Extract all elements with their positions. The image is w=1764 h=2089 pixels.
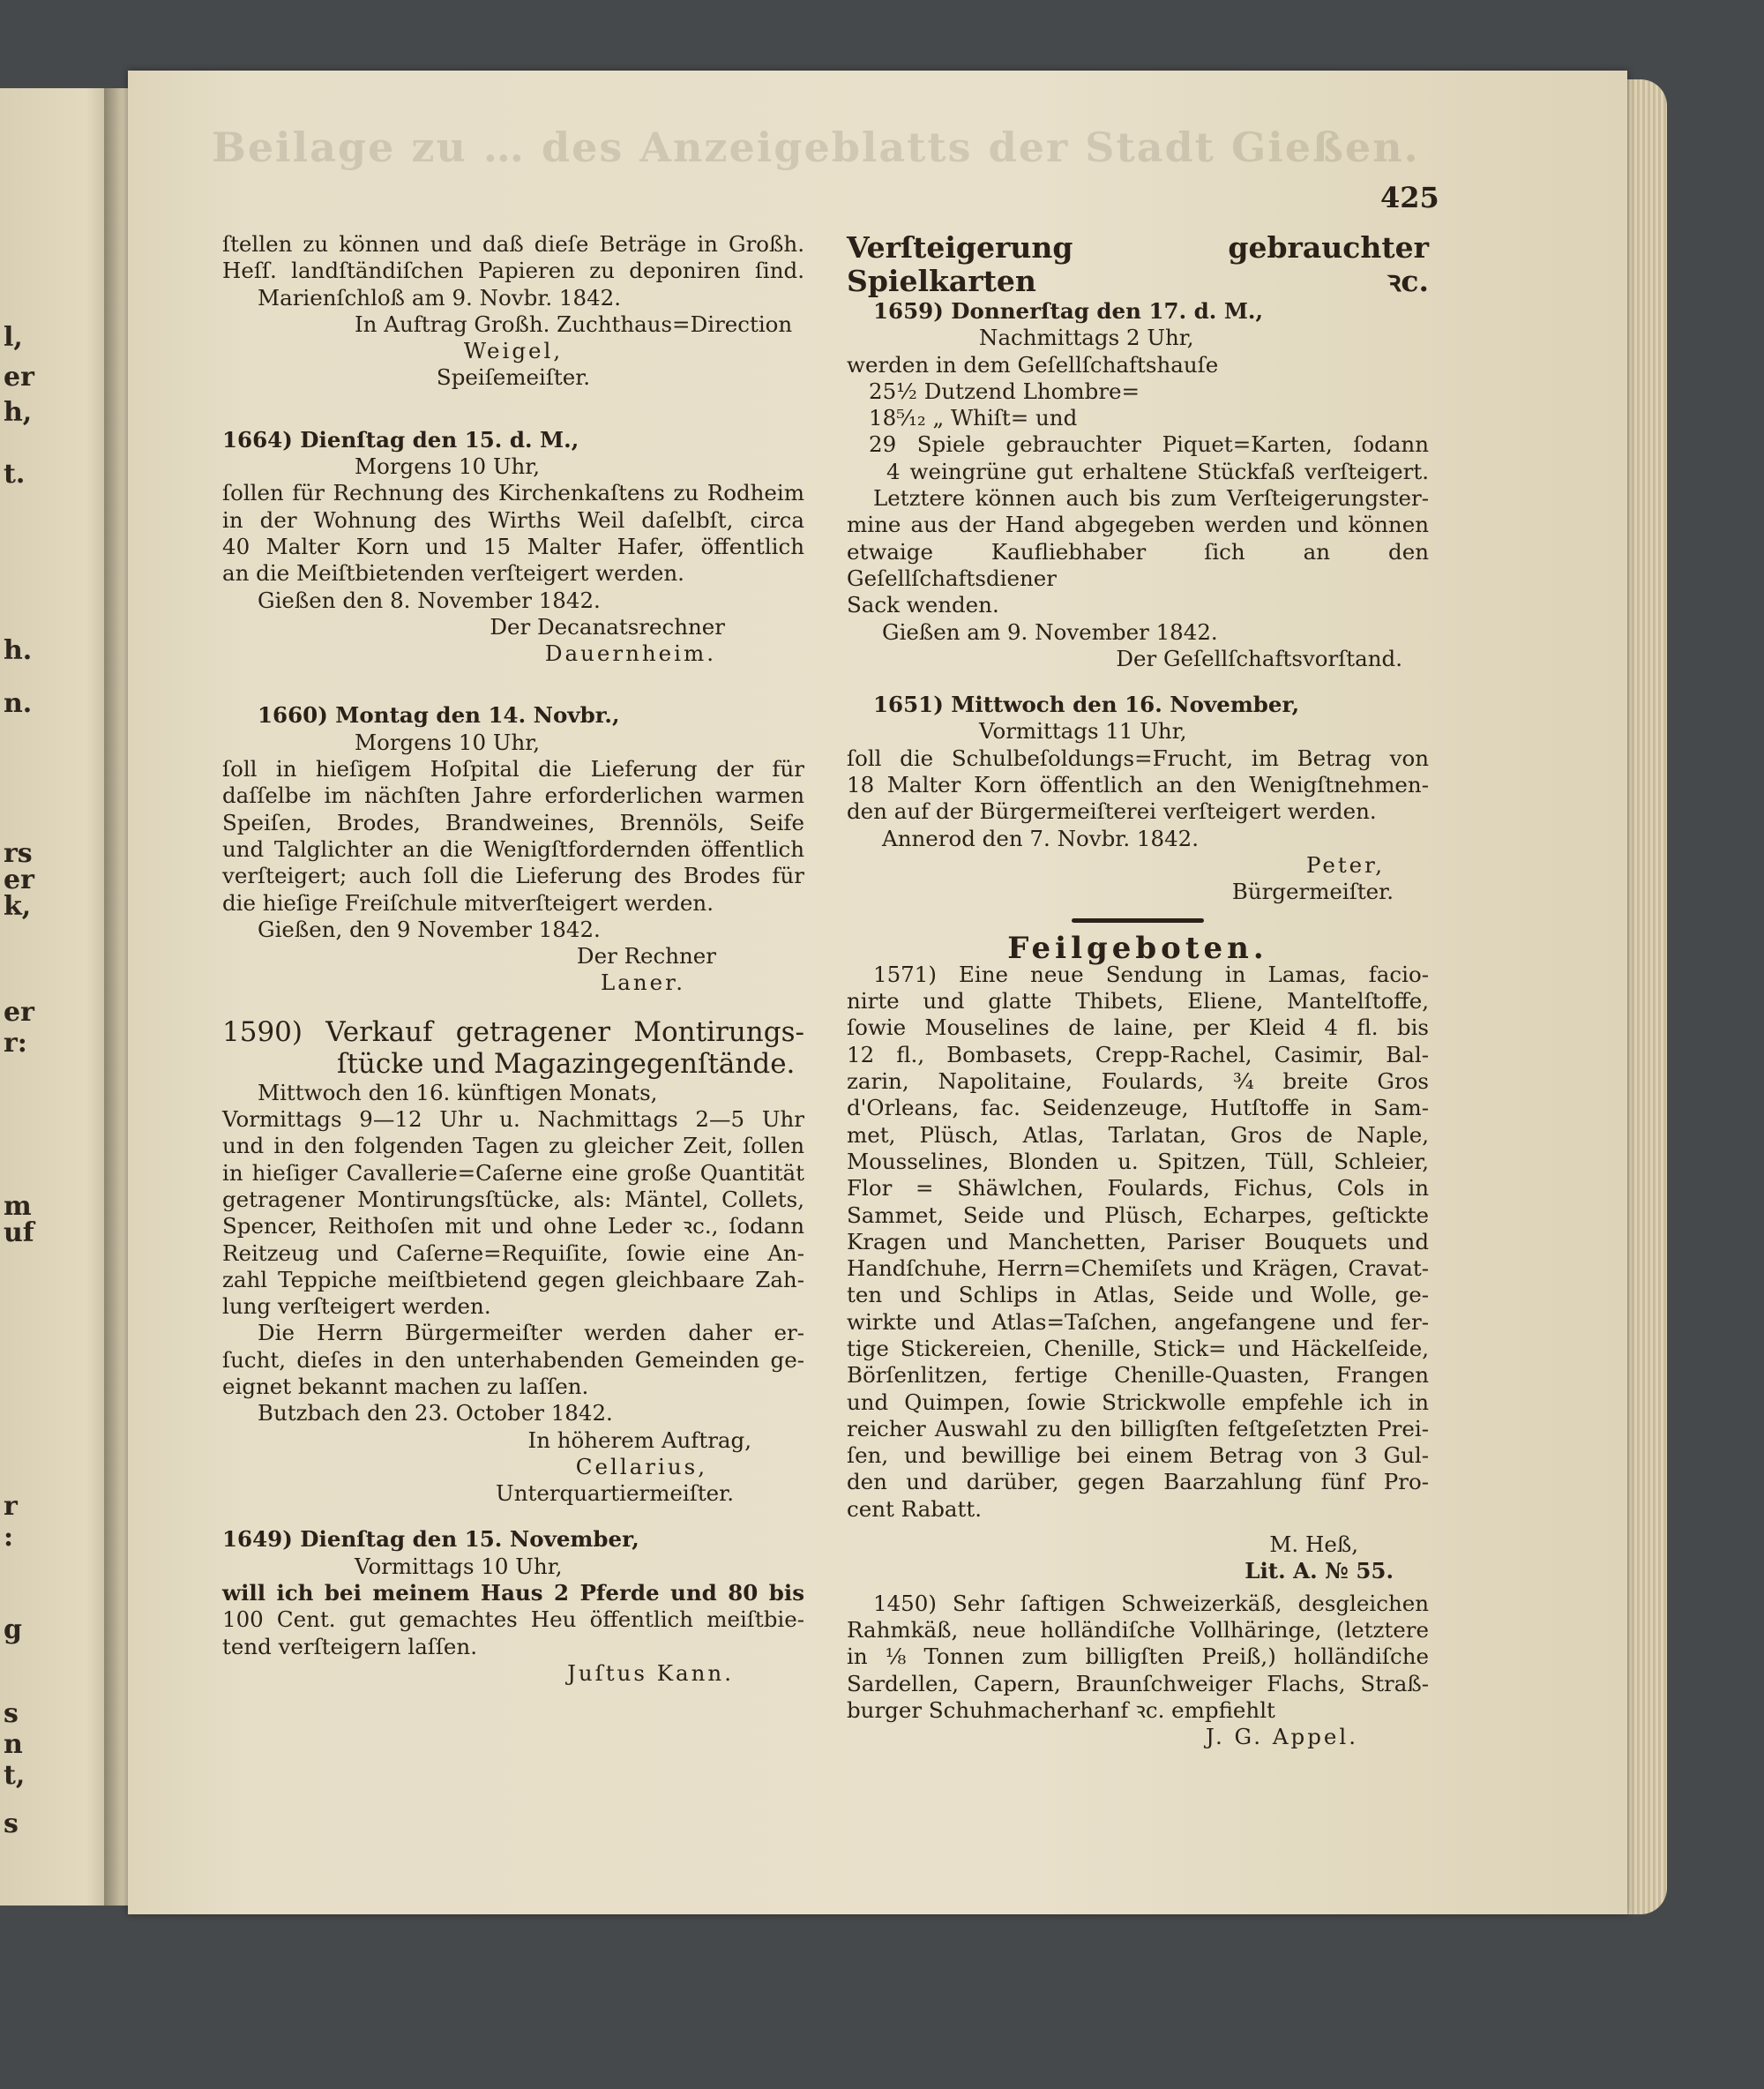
- margin-char: n.: [4, 688, 33, 719]
- text-line: den und darüber, gegen Baarzahlung fünf Pro-: [847, 1469, 1429, 1495]
- margin-char: :: [4, 1522, 14, 1553]
- signature-title: Der Geſellſchaftsvorſtand.: [1116, 645, 1402, 671]
- bleed-through-heading: Beilage zu … des Anzeigeblatts der Stadt Gießen.: [212, 124, 1420, 171]
- list-line: 25½ Dutzend Lhombre=: [869, 378, 1140, 404]
- signature: Peter,: [1305, 851, 1385, 878]
- signature: Laner.: [601, 970, 685, 996]
- signature-title: Bürgermeiſter.: [1231, 879, 1394, 905]
- text-line: Handſchuhe, Herrn=Chemiſets und Krägen, Cravat-: [847, 1255, 1429, 1282]
- text-line: getragener Montirungsſtücke, als: Mäntel, Collets,: [222, 1186, 804, 1212]
- signature-title: In höherem Auftrag,: [527, 1426, 751, 1453]
- margin-char: t.: [4, 459, 26, 490]
- text-line: ſen, und bewillige bei einem Betrag von 3 Gul-: [847, 1442, 1429, 1469]
- right-column: [847, 231, 1429, 1750]
- margin-char: er: [4, 997, 34, 1028]
- text-line: cent Rabatt.: [847, 1495, 983, 1522]
- text-line: Reitzeug und Caſerne=Requiſite, ſowie eine An-: [222, 1239, 804, 1266]
- margin-char: uf: [4, 1217, 34, 1248]
- signature-title: Unterquartiermeiſter.: [496, 1480, 734, 1507]
- text-line: 100 Cent. gut gemachtes Heu öffentlich meiſtbie-: [222, 1606, 804, 1633]
- text-line: Vormittags 9—12 Uhr u. Nachmittags 2—5 Uhr: [222, 1106, 804, 1133]
- text-line: nirte und glatte Thibets, Eliene, Mantelſtoffe,: [847, 988, 1429, 1015]
- signature: J. G. Appel.: [1206, 1724, 1358, 1750]
- margin-char: h,: [4, 397, 33, 428]
- signature: Juſtus Kann.: [567, 1659, 734, 1686]
- notice-heading: 1649) Dienſtag den 15. November,: [222, 1526, 639, 1553]
- text-line: 1450) Sehr ſaftigen Schweizerkäß, desgleichen: [873, 1590, 1429, 1616]
- text-line: in hieſiger Cavallerie=Caſerne eine große Quantität: [222, 1159, 804, 1186]
- text-line: zahl Teppiche meiſtbietend gegen gleichbaare Zah-: [222, 1266, 804, 1292]
- text-line: Sardellen, Capern, Braunſchweiger Flachs, Straß-: [847, 1670, 1429, 1696]
- margin-char: rs: [4, 838, 33, 869]
- text-line: Rahmkäß, neue holländiſche Vollhäringe, (letztere: [847, 1616, 1429, 1643]
- text-line: ſtellen zu können und daß dieſe Beträge in Großh.: [222, 231, 804, 257]
- text-line: lung verſteigert werden.: [222, 1293, 491, 1320]
- notice-1590: [222, 1016, 804, 1508]
- signature: Cellarius,: [575, 1453, 707, 1479]
- signature: Weigel,: [463, 338, 564, 364]
- notice-1649: [222, 1526, 804, 1687]
- signature-title: Der Rechner: [576, 943, 716, 970]
- list-line: 29 Spiele gebrauchter Piquet=Karten, ſodann: [869, 431, 1429, 458]
- margin-char: t,: [4, 1760, 26, 1791]
- margin-char: h.: [4, 635, 33, 666]
- notice-heading: 1590) Verkauf getragener Montirungs-: [222, 1015, 804, 1048]
- text-line: tige Stickereien, Chenille, Stick= und Häckelſeide,: [847, 1335, 1429, 1361]
- text-line: eignet bekannt machen zu laſſen.: [222, 1373, 589, 1399]
- margin-char: r:: [4, 1028, 27, 1059]
- text-line: daſſelbe im nächſten Jahre erforderlichen warmen: [222, 782, 804, 809]
- date-line: Marienſchloß am 9. Novbr. 1842.: [258, 284, 622, 311]
- text-line: verſteigert; auch ſoll die Lieferung des Brodes für: [222, 863, 804, 889]
- text-line: Flor = Shäwlchen, Foulards, Fichus, Cols in: [847, 1175, 1429, 1202]
- section-divider: [1072, 918, 1204, 923]
- margin-char: r: [4, 1491, 18, 1522]
- notice-heading: 1651) Mittwoch den 16. November,: [873, 692, 1300, 718]
- list-line: 18⁵⁄₁₂ „ Whiſt= und: [869, 405, 1078, 431]
- text-line: zarin, Napolitaine, Foulards, ¾ breite Gros: [847, 1068, 1429, 1095]
- text-line: ſucht, dieſes in den unterhabenden Gemeinden ge-: [222, 1346, 804, 1373]
- margin-char: s: [4, 1698, 19, 1729]
- notice-time: Morgens 10 Uhr,: [355, 729, 541, 755]
- notice-1571: [847, 962, 1429, 1585]
- text-line: will ich bei meinem Haus 2 Pferde und 80 bis: [222, 1580, 804, 1606]
- text-line: etwaige Kaufliebhaber ſich an den Geſellſchaftsdiener: [847, 538, 1429, 591]
- signature-title: Der Decanatsrechner: [490, 613, 725, 640]
- notice-time: Mittwoch den 16. künftigen Monats,: [258, 1079, 658, 1105]
- text-line: 12 fl., Bombasets, Crepp-Rachel, Casimir, Bal-: [847, 1041, 1429, 1067]
- text-line: Mousselines, Blonden u. Spitzen, Tüll, Schleier,: [847, 1148, 1429, 1174]
- left-column: [222, 231, 804, 1687]
- text-line: tend verſteigern laſſen.: [222, 1633, 477, 1659]
- notice-time: Nachmittags 2 Uhr,: [979, 325, 1194, 351]
- margin-char: k,: [4, 891, 32, 922]
- notice-heading: ſtücke und Magazingegenſtände.: [337, 1047, 796, 1080]
- text-line: Speiſen, Brodes, Brandweines, Brennöls, Seife: [222, 809, 804, 835]
- text-line: mine aus der Hand abgegeben werden und können: [847, 512, 1429, 538]
- notice-heading: 1659) Donnerſtag den 17. d. M.,: [873, 298, 1263, 324]
- address-line: Lit. A. № 55.: [1245, 1558, 1394, 1584]
- margin-char: er: [4, 362, 34, 393]
- notice-1659: [847, 298, 1429, 672]
- notice-continuation: [222, 231, 804, 392]
- text-line: Letztere können auch bis zum Verſteigerungster-: [873, 485, 1429, 512]
- text-line: an die Meiſtbietenden verſteigert werden.: [222, 560, 684, 587]
- margin-char: l,: [4, 322, 23, 353]
- date-line: Gießen, den 9 November 1842.: [258, 916, 601, 942]
- text-line: burger Schuhmacherhanf ꝛc. empfiehlt: [847, 1696, 1275, 1723]
- notice-time: Morgens 10 Uhr,: [355, 453, 541, 480]
- section-heading: Verſteigerung gebrauchter Spielkarten ꝛc.: [847, 230, 1429, 298]
- text-line: Heſſ. landſtändiſchen Papieren zu deponiren ſind.: [222, 258, 804, 284]
- text-line: in der Wohnung des Wirths Weil daſelbſt, circa: [222, 506, 804, 533]
- text-line: 4 weingrüne gut erhaltene Stückfaß verſteigert.: [886, 458, 1429, 484]
- date-line: Gießen den 8. November 1842.: [258, 587, 601, 613]
- text-line: in ⅛ Tonnen zum billigſten Preiß,) holländiſche: [847, 1643, 1429, 1670]
- text-line: den auf der Bürgermeiſterei verſteigert werden.: [847, 798, 1377, 825]
- text-line: In Auftrag Großh. Zuchthaus=Direction: [355, 311, 793, 337]
- notice-1664: [222, 427, 804, 668]
- notice-heading: 1664) Dienſtag den 15. d. M.,: [222, 426, 579, 453]
- text-line: ſowie Mouselines de laine, per Kleid 4 fl. bis: [847, 1015, 1429, 1041]
- text-line: und Quimpen, ſowie Strickwolle empfehle ich in: [847, 1389, 1429, 1415]
- text-line: reicher Auswahl zu den billigſten feſtgeſetzten Prei-: [847, 1415, 1429, 1441]
- text-line: 1571) Eine neue Sendung in Lamas, facio-: [873, 961, 1429, 987]
- text-line: Kragen und Manchetten, Pariser Bouquets und: [847, 1228, 1429, 1254]
- text-line: Sack wenden.: [847, 592, 999, 618]
- date-line: Gießen am 9. November 1842.: [882, 618, 1218, 645]
- text-line: Börſenlitzen, fertige Chenille-Quasten, Frangen: [847, 1362, 1429, 1389]
- text-line: ſoll in hieſigem Hoſpital die Lieferung der für: [222, 756, 804, 782]
- text-line: met, Plüsch, Atlas, Tarlatan, Gros de Naple,: [847, 1121, 1429, 1148]
- signature: Dauernheim.: [544, 640, 716, 667]
- signature-title: Speiſemeiſter.: [436, 364, 591, 391]
- text-line: ſollen für Rechnung des Kirchenkaſtens zu Rodheim: [222, 480, 804, 506]
- date-line: Annerod den 7. Novbr. 1842.: [882, 825, 1200, 851]
- margin-char: m: [4, 1191, 32, 1222]
- text-line: Die Herrn Bürgermeiſter werden daher er-: [258, 1320, 804, 1346]
- text-line: ſoll die Schulbeſoldungs=Frucht, im Betrag von: [847, 745, 1429, 771]
- signature: M. Heß,: [1269, 1531, 1358, 1558]
- page-number: 425: [1380, 181, 1439, 214]
- margin-char: s: [4, 1808, 19, 1839]
- text-line: ten und Schlips in Atlas, Seide und Wolle, ge-: [847, 1282, 1429, 1308]
- section-heading: Feilgeboten.: [1007, 930, 1268, 966]
- text-line: die hieſige Freiſchule mitverſteigert werden.: [222, 889, 714, 916]
- text-line: Sammet, Seide und Plüsch, Echarpes, geſtickte: [847, 1202, 1429, 1228]
- text-line: 40 Malter Korn und 15 Malter Hafer, öffentlich: [222, 533, 804, 559]
- text-line: wirkte und Atlas=Taſchen, angefangene und fer-: [847, 1308, 1429, 1335]
- text-line: und in den folgenden Tagen zu gleicher Zeit, ſollen: [222, 1133, 804, 1159]
- notice-1450: [847, 1591, 1429, 1751]
- notice-1660: [222, 702, 804, 996]
- date-line: Butzbach den 23. October 1842.: [258, 1400, 613, 1426]
- margin-char: g: [4, 1614, 22, 1645]
- notice-time: Vormittags 10 Uhr,: [355, 1553, 563, 1579]
- margin-char: n: [4, 1729, 23, 1760]
- text-line: und Talglichter an die Wenigſtfordernden öffentlich: [222, 835, 804, 862]
- text-line: 18 Malter Korn öffentlich an den Wenigſtnehmen-: [847, 772, 1429, 798]
- text-line: Spencer, Reithoſen mit und ohne Leder ꝛc., ſodann: [222, 1213, 804, 1239]
- margin-char: er: [4, 865, 34, 895]
- notice-time: Vormittags 11 Uhr,: [979, 718, 1187, 745]
- text-line: werden in dem Geſellſchaftshauſe: [847, 351, 1219, 378]
- notice-heading: 1660) Montag den 14. Novbr.,: [258, 702, 620, 729]
- notice-1651: [847, 692, 1429, 905]
- text-line: d'Orleans, fac. Seidenzeuge, Hutſtoffe in Sam-: [847, 1095, 1429, 1121]
